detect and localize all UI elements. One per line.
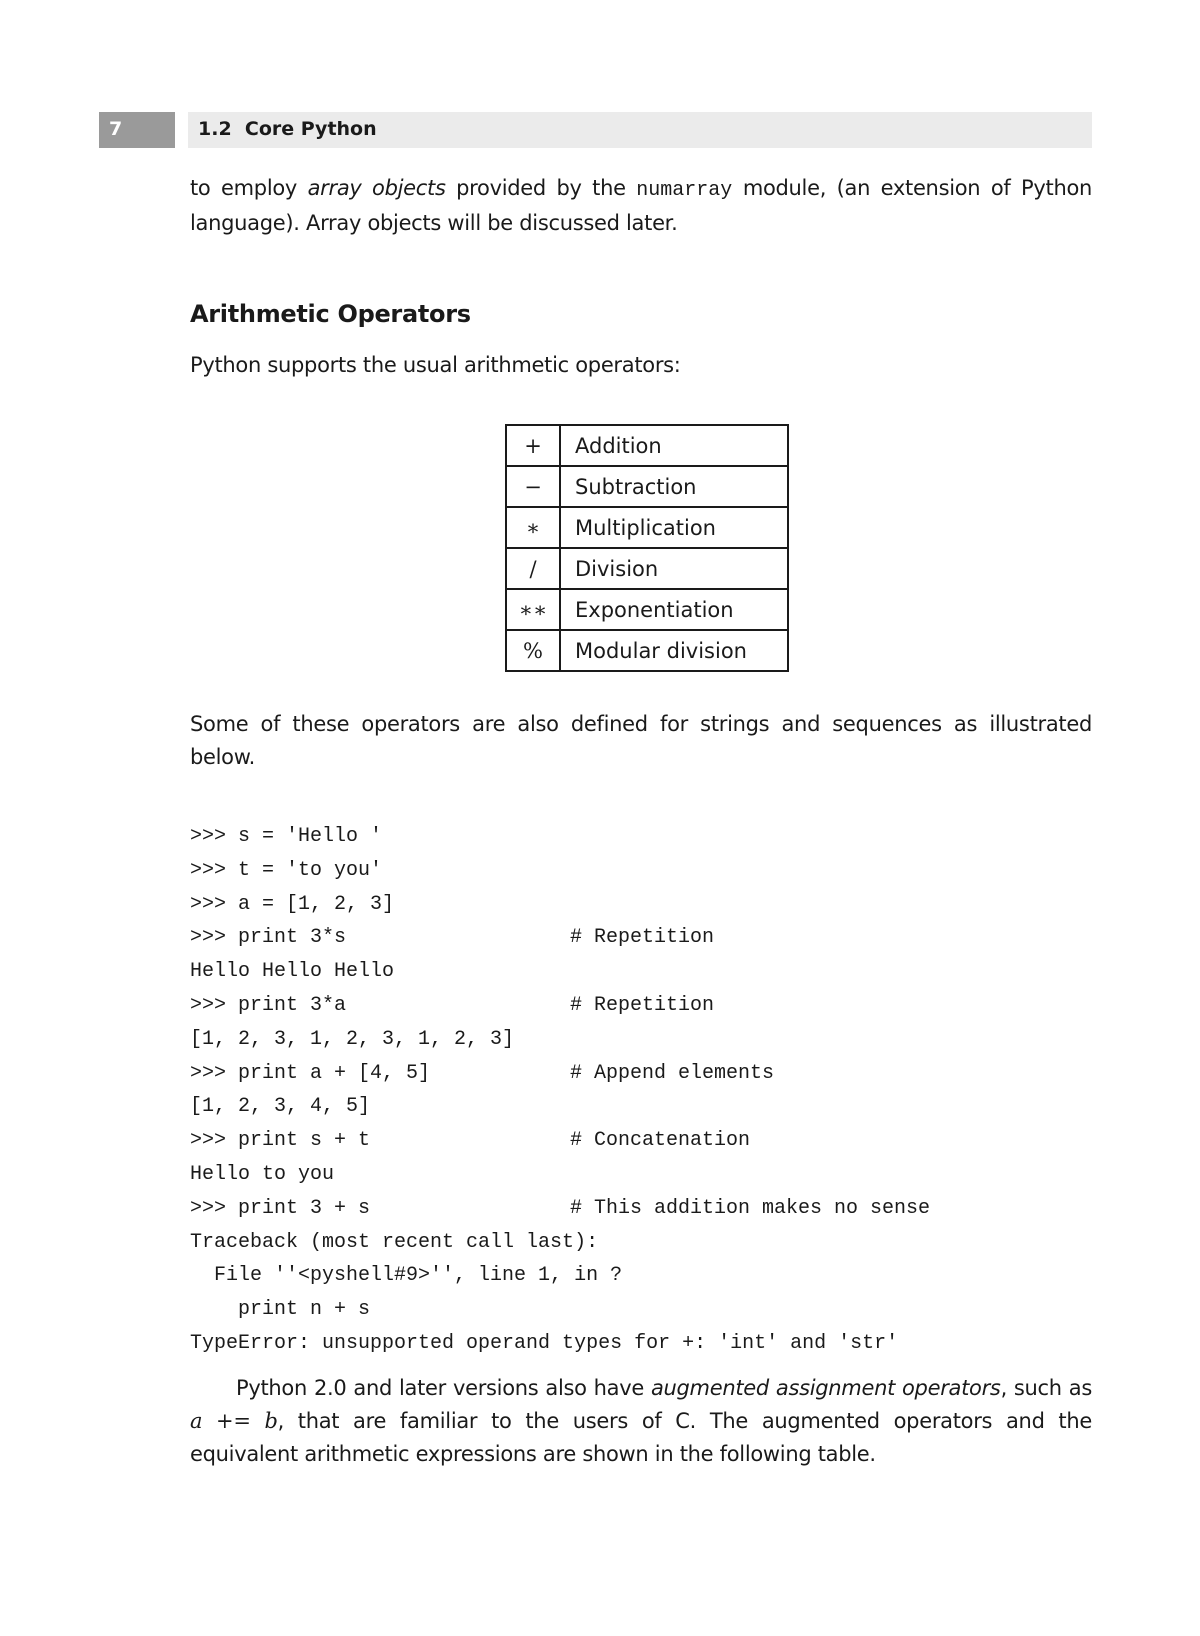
operator-name: Addition <box>560 425 788 466</box>
operator-symbol: ∗∗ <box>506 589 560 630</box>
code-line <box>190 820 898 854</box>
section-heading: Arithmetic Operators <box>190 300 471 328</box>
operators-table <box>505 424 789 672</box>
operator-name: Multiplication <box>560 507 788 548</box>
section-lead: Python supports the usual arithmetic operators: <box>190 353 681 377</box>
closing-paragraph <box>190 1372 1092 1471</box>
closing-text-1: Python 2.0 and later versions also have <box>236 1376 651 1400</box>
code-text: TypeError: unsupported operand types for +: 'int' and 'str' <box>190 1331 899 1355</box>
operator-symbol: % <box>506 630 560 671</box>
operator-row <box>506 466 788 507</box>
code-line <box>190 921 898 955</box>
code-line <box>190 1090 898 1124</box>
code-line <box>190 888 898 922</box>
code-line <box>190 1192 931 1226</box>
closing-text-2: , such as <box>1000 1376 1092 1400</box>
closing-math: a += b <box>190 1409 278 1433</box>
code-text: [1, 2, 3, 1, 2, 3, 1, 2, 3] <box>190 1027 515 1051</box>
code-line <box>190 1124 898 1158</box>
page-number: 7 <box>99 112 175 148</box>
code-line <box>190 1327 898 1361</box>
operator-name: Division <box>560 548 788 589</box>
closing-emphasis: augmented assignment operators <box>650 1376 1001 1400</box>
operator-row <box>506 548 788 589</box>
code-comment: # Repetition <box>570 993 715 1017</box>
intro-text-3: module, (an extension of Python language). Array objects will be discussed later. <box>190 176 1093 235</box>
code-text: [1, 2, 3, 4, 5] <box>190 1095 371 1119</box>
intro-paragraph <box>190 172 1092 240</box>
code-text: >>> print 3*s <box>190 926 347 950</box>
intro-text-2: provided by the <box>445 176 637 200</box>
code-text: File ''<pyshell#9>'', line 1, in ? <box>190 1264 623 1288</box>
intro-emphasis: array objects <box>307 176 446 200</box>
code-line <box>190 1226 898 1260</box>
operator-symbol: ∗ <box>506 507 560 548</box>
code-line <box>190 854 898 888</box>
operator-symbol: − <box>506 466 560 507</box>
code-text: >>> print 3 + s <box>190 1196 371 1220</box>
code-line <box>190 1057 898 1091</box>
code-line <box>190 1158 898 1192</box>
operator-row <box>506 630 788 671</box>
code-text: >>> print a + [4, 5] <box>190 1061 431 1085</box>
operator-row <box>506 507 788 548</box>
operator-symbol: + <box>506 425 560 466</box>
code-text: Hello Hello Hello <box>190 960 395 984</box>
strings-paragraph: Some of these operators are also defined for strings and sequences as illustrated below. <box>190 712 1092 769</box>
running-header <box>188 112 1092 148</box>
operator-name: Exponentiation <box>560 589 788 630</box>
code-text: >>> a = [1, 2, 3] <box>190 892 395 916</box>
code-line <box>190 1259 898 1293</box>
code-text: >>> print 3*a <box>190 993 347 1017</box>
intro-text-1: to employ <box>190 176 308 200</box>
operator-name: Modular division <box>560 630 788 671</box>
section-number: 1.2 <box>198 118 232 140</box>
code-comment: # Repetition <box>570 926 715 950</box>
code-text: >>> s = 'Hello ' <box>190 825 383 848</box>
code-line <box>190 955 898 989</box>
code-text: print n + s <box>190 1298 371 1322</box>
code-text: >>> print s + t <box>190 1129 371 1153</box>
code-comment: # Append elements <box>570 1061 775 1085</box>
code-line <box>190 1293 898 1327</box>
section-title: Core Python <box>244 118 377 140</box>
code-comment: # This addition makes no sense <box>570 1196 931 1220</box>
code-text: >>> t = 'to you' <box>190 858 383 882</box>
code-text: Hello to you <box>190 1162 335 1186</box>
operator-name: Subtraction <box>560 466 788 507</box>
code-line <box>190 989 898 1023</box>
code-text: Traceback (most recent call last): <box>190 1230 599 1254</box>
code-line <box>190 1023 898 1057</box>
intro-code: numarray <box>636 179 733 202</box>
operator-symbol: / <box>506 548 560 589</box>
operator-row <box>506 425 788 466</box>
operator-row <box>506 589 788 630</box>
closing-text-3: , that are familiar to the users of C. The augmented operators and the equivalent arithmetic expressions are shown in the following table. <box>190 1409 1092 1466</box>
code-comment: # Concatenation <box>570 1129 751 1153</box>
code-listing <box>190 820 931 1361</box>
